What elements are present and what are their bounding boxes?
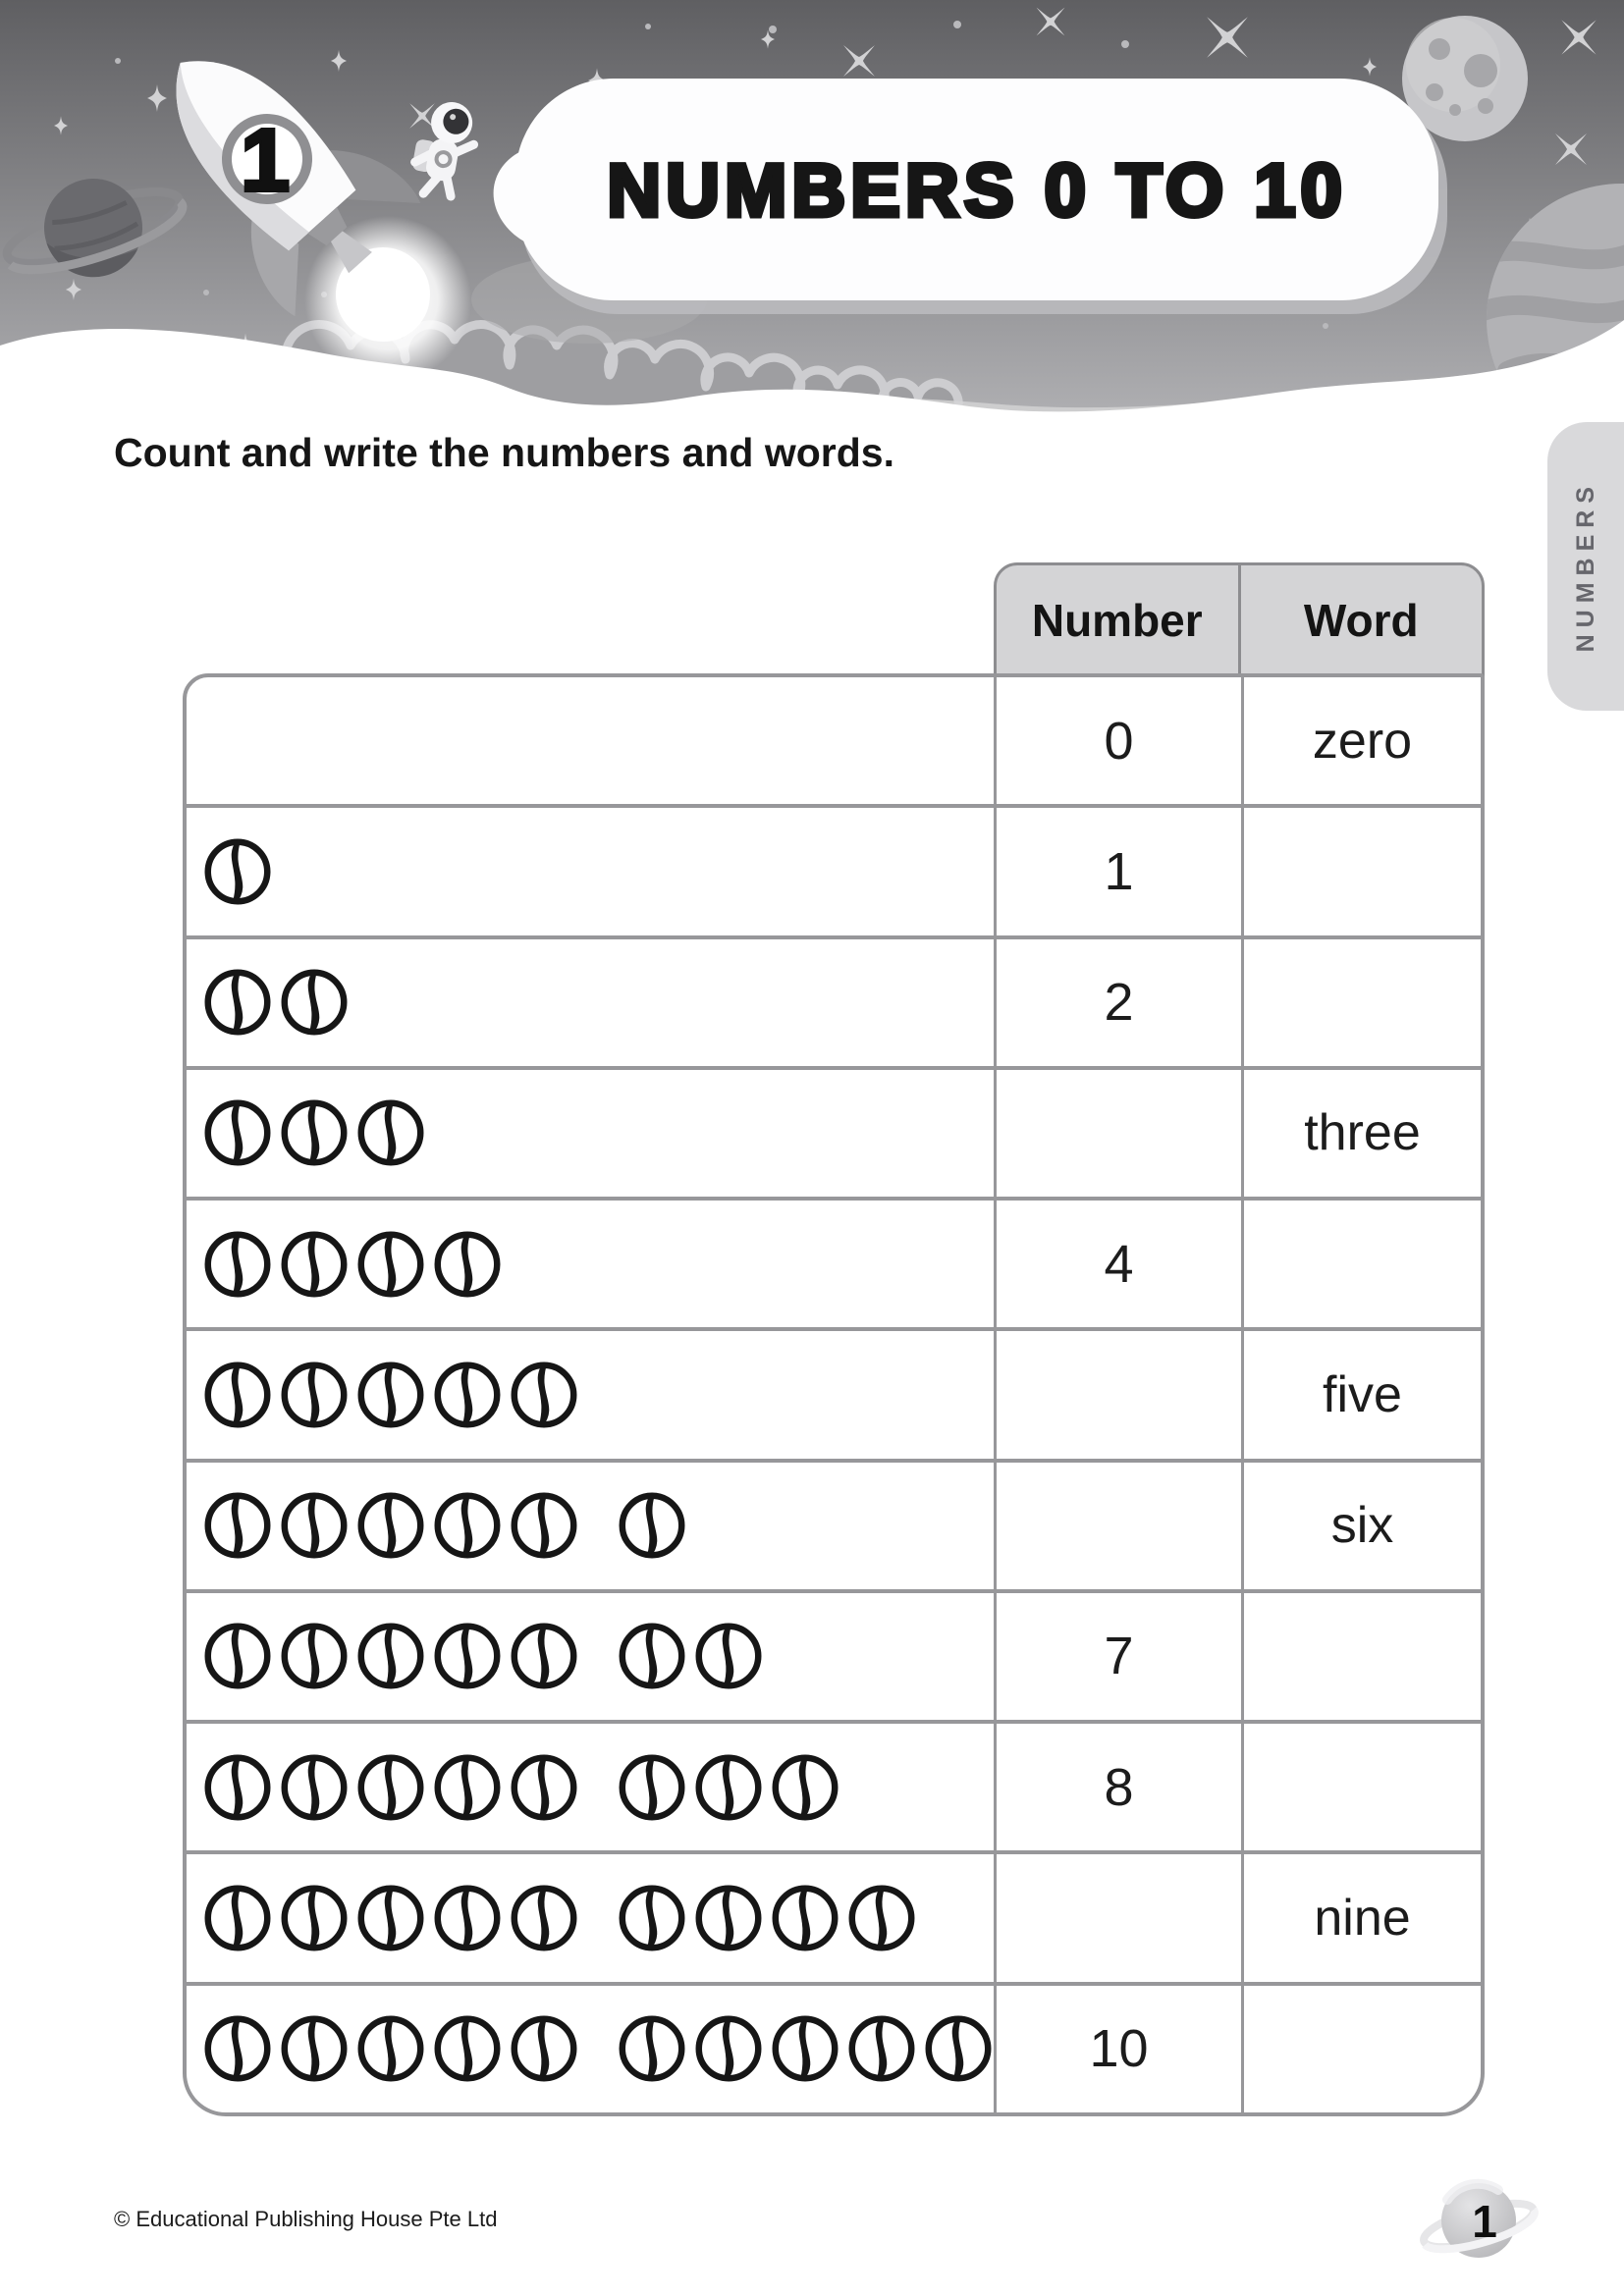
- table-row: [187, 935, 1481, 1066]
- marble-icon: [355, 1621, 426, 1691]
- side-tab-numbers[interactable]: [1547, 422, 1624, 711]
- number-answer-cell[interactable]: [994, 1463, 1241, 1589]
- marble-icon: [509, 1752, 579, 1823]
- number-cell: 2: [994, 939, 1241, 1066]
- word-answer-cell[interactable]: [1241, 1593, 1481, 1720]
- marble-icon: [923, 2013, 994, 2084]
- marble-icon: [279, 1229, 350, 1300]
- marble-icon: [279, 1490, 350, 1561]
- marble-group: [187, 939, 994, 1066]
- marble-icon: [279, 1752, 350, 1823]
- page-number: 1: [1472, 2196, 1497, 2247]
- marble-icon: [355, 1097, 426, 1168]
- header-illustration: [0, 0, 1624, 422]
- table-row: [187, 804, 1481, 934]
- word-answer-cell[interactable]: [1241, 1986, 1481, 2112]
- marble-icon: [617, 1621, 687, 1691]
- marble-group: [187, 1331, 994, 1458]
- marble-icon: [617, 1883, 687, 1953]
- marble-icon: [617, 1490, 687, 1561]
- word-answer-cell[interactable]: [1241, 1201, 1481, 1327]
- number-answer-cell[interactable]: [994, 1854, 1241, 1981]
- marble-group: [187, 1854, 994, 1981]
- table-row: [187, 1459, 1481, 1589]
- word-cell: five: [1241, 1331, 1481, 1458]
- word-answer-cell[interactable]: [1241, 1724, 1481, 1850]
- marble-icon: [202, 1490, 273, 1561]
- number-cell: 1: [994, 808, 1241, 934]
- marble-icon: [202, 1752, 273, 1823]
- marble-icon: [355, 1752, 426, 1823]
- marble-icon: [617, 1752, 687, 1823]
- word-cell: zero: [1241, 677, 1481, 804]
- chapter-number: 1: [240, 112, 291, 210]
- word-answer-cell[interactable]: [1241, 808, 1481, 934]
- marble-icon: [279, 1097, 350, 1168]
- table-row: [187, 1982, 1481, 2112]
- page-number-badge: [1418, 2164, 1545, 2282]
- marble-group: [187, 1986, 994, 2112]
- marble-icon: [202, 967, 273, 1038]
- marble-group: [187, 1463, 994, 1589]
- marble-icon: [202, 836, 273, 907]
- marble-icon: [509, 1360, 579, 1430]
- marble-icon: [770, 1883, 840, 1953]
- marble-icon: [355, 1490, 426, 1561]
- instruction-text: Count and write the numbers and words.: [114, 430, 894, 475]
- marble-icon: [355, 1229, 426, 1300]
- marble-icon: [770, 2013, 840, 2084]
- marble-icon: [432, 1360, 503, 1430]
- marble-group: [187, 1201, 994, 1327]
- table-row: [187, 1850, 1481, 1981]
- marble-icon: [509, 2013, 579, 2084]
- marble-icon: [432, 1752, 503, 1823]
- marble-icon: [617, 2013, 687, 2084]
- marble-icon: [432, 2013, 503, 2084]
- marble-icon: [432, 1490, 503, 1561]
- number-cell: 0: [994, 677, 1241, 804]
- marble-icon: [355, 1883, 426, 1953]
- marble-icon: [279, 967, 350, 1038]
- col-header-number: Number: [1031, 594, 1203, 646]
- table-header: [994, 562, 1485, 677]
- marble-group: [187, 1593, 994, 1720]
- marble-icon: [509, 1490, 579, 1561]
- word-cell: three: [1241, 1070, 1481, 1197]
- marble-icon: [846, 2013, 917, 2084]
- marble-icon: [279, 1621, 350, 1691]
- marble-group: [187, 808, 994, 934]
- marble-icon: [202, 1229, 273, 1300]
- col-header-word: Word: [1238, 565, 1483, 674]
- word-answer-cell[interactable]: [1241, 939, 1481, 1066]
- marble-icon: [693, 1883, 764, 1953]
- marble-icon: [509, 1621, 579, 1691]
- number-cell: 4: [994, 1201, 1241, 1327]
- side-tab-label: NUMBERS: [1571, 480, 1599, 653]
- marble-group: [187, 1724, 994, 1850]
- marble-icon: [846, 1883, 917, 1953]
- marble-icon: [279, 1360, 350, 1430]
- marble-icon: [279, 1883, 350, 1953]
- table-row: [187, 1066, 1481, 1197]
- marble-icon: [693, 2013, 764, 2084]
- marble-icon: [279, 2013, 350, 2084]
- marble-icon: [355, 2013, 426, 2084]
- number-cell: 7: [994, 1593, 1241, 1720]
- number-answer-cell[interactable]: [994, 1331, 1241, 1458]
- marble-icon: [202, 1883, 273, 1953]
- page-title: NUMBERS 0 TO 10: [607, 149, 1347, 233]
- word-cell: nine: [1241, 1854, 1481, 1981]
- marble-icon: [355, 1360, 426, 1430]
- marble-icon: [432, 1883, 503, 1953]
- marble-icon: [432, 1621, 503, 1691]
- table-row: [187, 677, 1481, 804]
- table-row: [187, 1327, 1481, 1458]
- table-row: [187, 1589, 1481, 1720]
- marble-group: [187, 1070, 994, 1197]
- table-row: [187, 1720, 1481, 1850]
- marble-group: [187, 677, 994, 804]
- title-banner: [471, 79, 1447, 344]
- marble-icon: [509, 1883, 579, 1953]
- table-row: [187, 1197, 1481, 1327]
- marble-icon: [202, 1097, 273, 1168]
- marble-icon: [693, 1621, 764, 1691]
- marble-icon: [693, 1752, 764, 1823]
- copyright-text: © Educational Publishing House Pte Ltd: [114, 2207, 498, 2231]
- marble-icon: [432, 1229, 503, 1300]
- exercise-table: [183, 673, 1485, 2116]
- number-cell: 8: [994, 1724, 1241, 1850]
- marble-icon: [202, 1360, 273, 1430]
- number-answer-cell[interactable]: [994, 1070, 1241, 1197]
- word-cell: six: [1241, 1463, 1481, 1589]
- marble-icon: [770, 1752, 840, 1823]
- marble-icon: [202, 2013, 273, 2084]
- number-cell: 10: [994, 1986, 1241, 2112]
- marble-icon: [202, 1621, 273, 1691]
